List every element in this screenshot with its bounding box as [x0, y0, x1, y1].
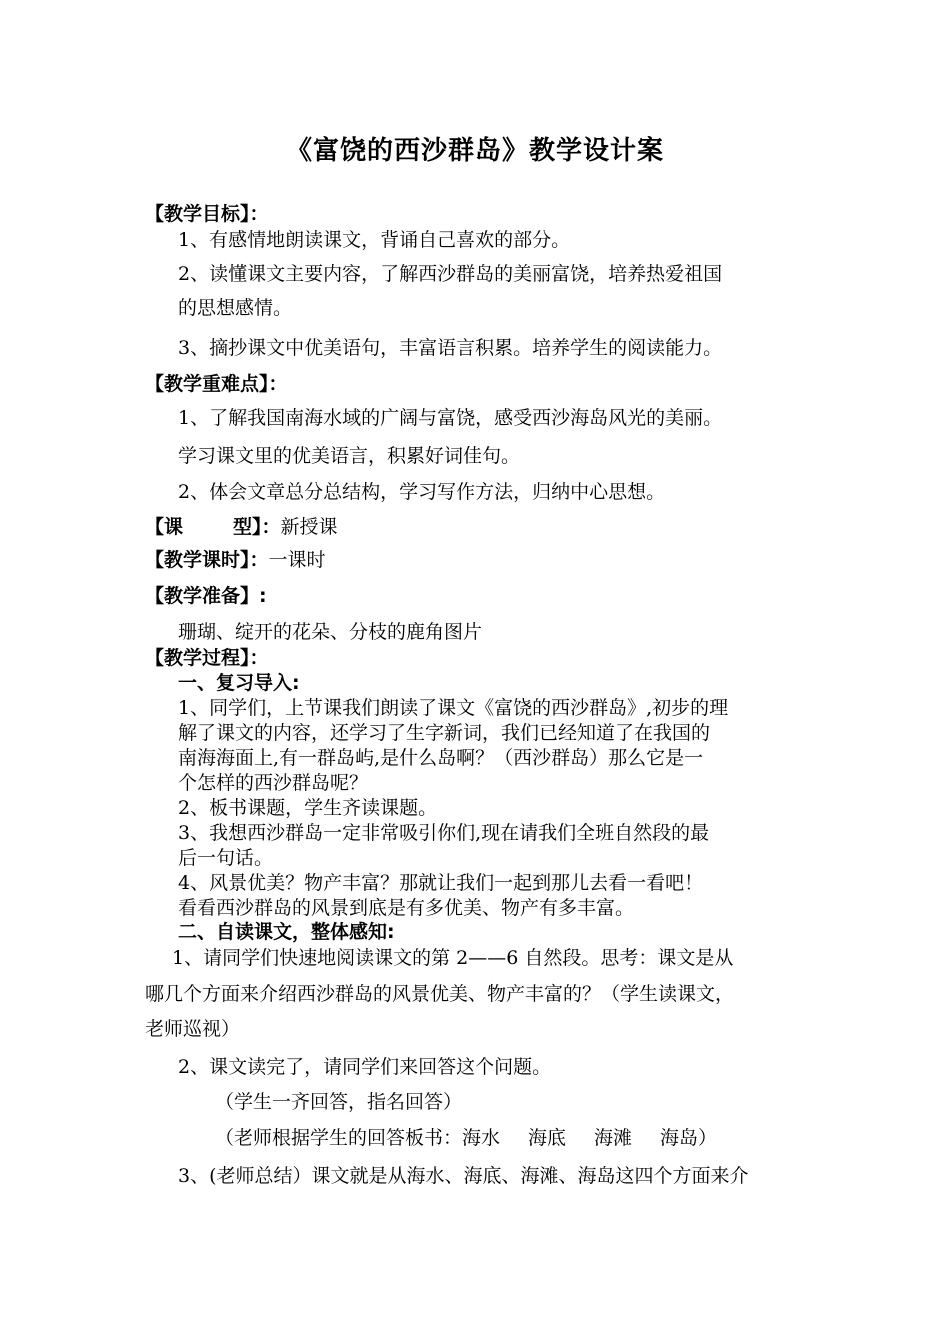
part2-line: 老师巡视）	[145, 1018, 241, 1040]
part2-heading: 二、自读课文，整体感知:	[178, 921, 395, 943]
part1-line: 1、同学们，上节课我们朗读了课文《富饶的西沙群岛》,初步的理	[178, 697, 729, 719]
part1-line: 3、我想西沙群岛一定非常吸引你们,现在请我们全班自然段的最	[178, 822, 710, 844]
keypoint-item: 1、了解我国南海水域的广阔与富饶，感受西沙海岛风光的美丽。	[178, 407, 723, 429]
part1-line: 解了课文的内容，还学习了生字新词，我们已经知道了在我国的	[178, 722, 711, 744]
board-notes-prefix: （老师根据学生的回答板书：海水	[215, 1127, 501, 1149]
part1-line: 后一句话。	[178, 847, 274, 869]
part2-line: （学生一齐回答，指名回答）	[215, 1091, 463, 1113]
preparation-heading: 【教学准备】:	[145, 585, 267, 607]
part2-line: 2、课文读完了，请同学们来回答这个问题。	[178, 1056, 552, 1078]
part1-line: 2、板书课题，学生齐读课题。	[178, 797, 438, 819]
keypoint-item: 学习课文里的优美语言，积累好词佳句。	[178, 445, 521, 467]
board-word-island: 海岛）	[660, 1127, 718, 1149]
part2-line: 3、(老师总结）课文就是从海水、海底、海滩、海岛这四个方面来介	[178, 1165, 749, 1187]
part1-line: 看看西沙群岛的风景到底是有多优美、物产有多丰富。	[178, 897, 635, 919]
part1-heading: 一、复习导入:	[178, 672, 300, 694]
goal-item: 1、有感情地朗读课文，背诵自己喜欢的部分。	[178, 229, 571, 251]
board-word-beach: 海滩	[594, 1127, 633, 1149]
part1-line: 个怎样的西沙群岛呢？	[178, 772, 369, 794]
goal-item: 2、读懂课文主要内容，了解西沙群岛的美丽富饶，培养热爱祖国	[178, 263, 723, 285]
goal-item: 的思想感情。	[178, 297, 293, 319]
part2-line: 哪几个方面来介绍西沙群岛的风景优美、物产丰富的？（学生读课文，	[145, 983, 735, 1005]
board-word-seabed: 海底	[528, 1127, 567, 1149]
lesson-type-heading-b: 型】：	[233, 516, 281, 538]
goal-item: 3、摘抄课文中优美语句，丰富语言积累。培养学生的阅读能力。	[178, 337, 723, 359]
keypoint-item: 2、体会文章总分总结构，学习写作方法，归纳中心思想。	[178, 481, 666, 503]
part1-line: 南海海面上,有一群岛屿,是什么岛啊？（西沙群岛）那么它是一	[178, 747, 704, 769]
lesson-time-value: 一课时	[268, 549, 326, 571]
lesson-type-value: 新授课	[280, 516, 338, 538]
document-title: 《富饶的西沙群岛》教学设计案	[285, 136, 664, 166]
goals-heading: 【教学目标】：	[145, 203, 269, 225]
board-notes-line	[215, 1126, 717, 1150]
keypoints-heading: 【教学重难点】：	[145, 373, 288, 395]
part2-line: 1、请同学们快速地阅读课文的第 2——6 自然段。思考：课文是从	[172, 947, 734, 969]
lesson-type-row	[145, 515, 338, 539]
lesson-time-heading: 【教学课时】：	[145, 549, 269, 571]
process-heading: 【教学过程】：	[145, 647, 269, 669]
lesson-type-heading-a: 【课	[145, 516, 184, 538]
preparation-value: 珊瑚、绽开的花朵、分枝的鹿角图片	[178, 621, 483, 643]
part1-line: 4、风景优美？物产丰富？那就让我们一起到那儿去看一看吧！	[178, 872, 704, 894]
lesson-time-row	[145, 548, 326, 572]
